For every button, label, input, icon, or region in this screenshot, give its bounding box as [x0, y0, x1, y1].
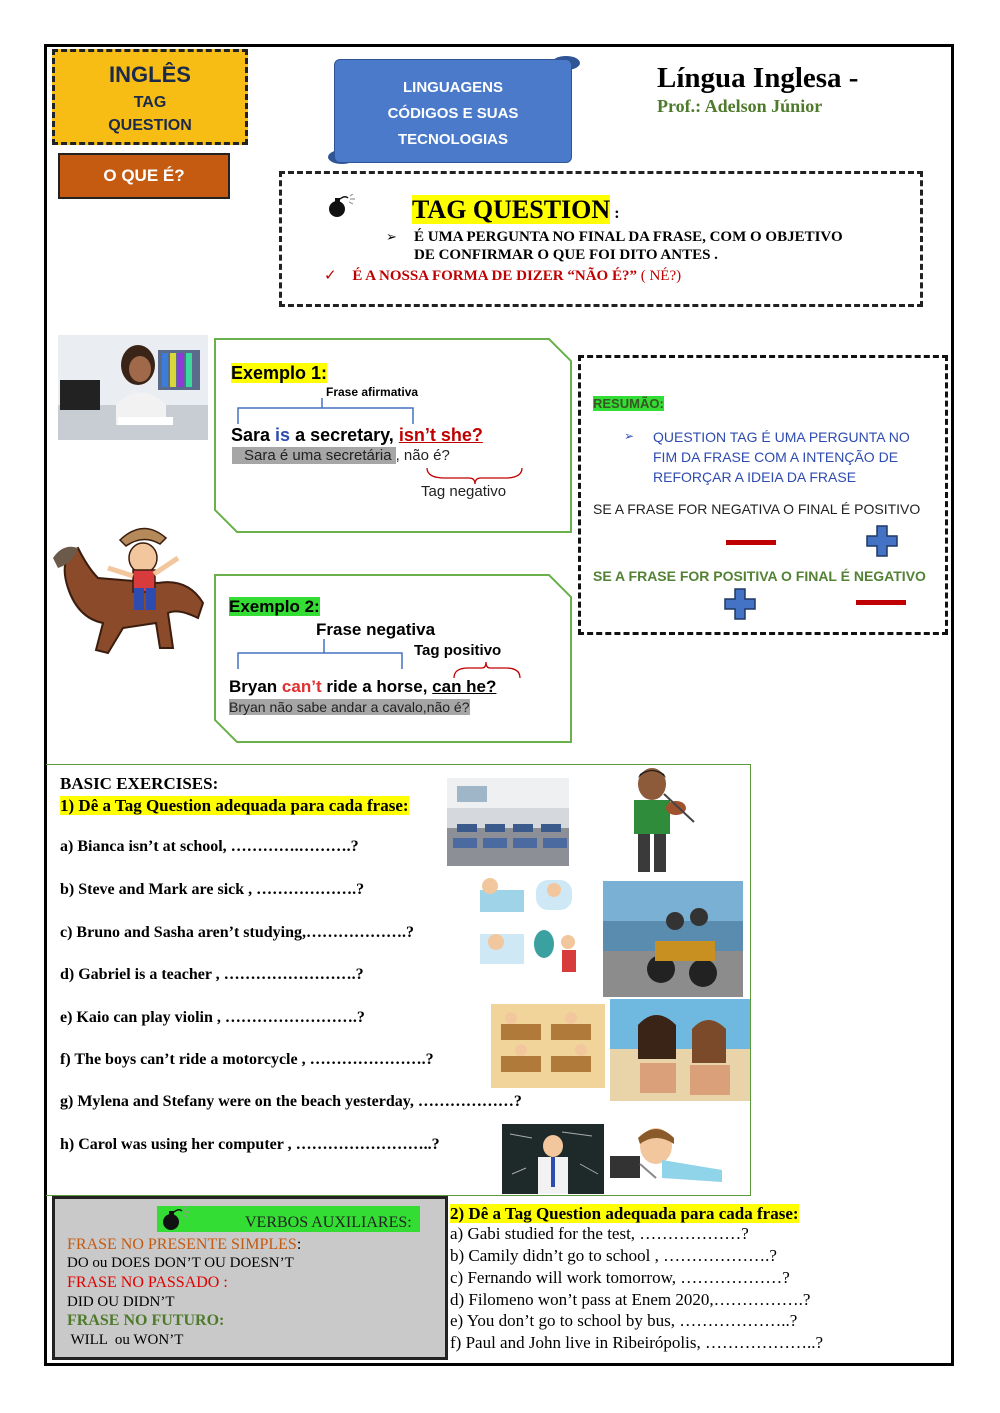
exercise-1-item-b: b) Steve and Mark are sick , ……………….? — [60, 881, 365, 898]
bracket-line — [236, 398, 416, 426]
exercise-1-title — [60, 796, 409, 816]
example-2-sentence — [229, 677, 496, 697]
exercises-heading: BASIC EXERCISES: — [60, 774, 219, 793]
tag-negativo-label: Tag negativo — [421, 483, 507, 500]
example-2-title-text: Exemplo 2: — [229, 597, 320, 616]
scroll-line-1: LINGUAGENS — [402, 79, 503, 96]
check-line — [324, 266, 681, 285]
scroll-line-3: TECNOLOGIAS — [397, 131, 508, 148]
ex2-verb: can’t — [281, 677, 322, 696]
summary-arrow-icon: ➢ — [624, 429, 635, 443]
ex2-tag: can he? — [432, 677, 497, 696]
definition-title-text: TAG QUESTION — [412, 195, 611, 224]
beach-girls-image — [610, 999, 750, 1101]
rule-negative: SE A FRASE FOR NEGATIVA O FINAL É POSITIVO — [593, 501, 921, 517]
summary-bullet: QUESTION TAG É UMA PERGUNTA NO FIM DA FRASE COM A INTENÇÃO DE REFORÇAR A IDEIA DA FRASE — [653, 429, 910, 485]
ex1-translation-hl: Sara é uma secretária — [232, 447, 396, 464]
teacher-image — [502, 1124, 604, 1194]
minus-icon — [726, 540, 776, 545]
bracket-line-2 — [236, 637, 416, 671]
office-woman-image — [58, 335, 208, 440]
cowboy-horse-image — [48, 518, 208, 658]
verbos-line-4: DID OU DIDN’T — [67, 1294, 175, 1310]
exercise-2-title — [450, 1204, 799, 1224]
exercise-1-title-text: 1) Dê a Tag Question adequada para cada frase: — [60, 796, 409, 815]
ex1-translation-rest: , não é? — [395, 447, 450, 464]
summary-title — [593, 396, 664, 411]
question-label: QUESTION — [108, 117, 192, 134]
subject-title: Língua Inglesa - — [657, 62, 859, 94]
example-1-title-text: Exemplo 1: — [231, 363, 328, 383]
classroom-image — [447, 778, 569, 866]
scroll-text — [334, 59, 572, 163]
exercise-2-item-f: f) Paul and John live in Ribeirópolis, ………………..? — [450, 1333, 824, 1352]
check-icon: ✓ — [324, 268, 337, 284]
verbos-line-3: FRASE NO PASSADO : — [67, 1274, 228, 1291]
plus-icon — [866, 525, 898, 557]
check-paren: ( NÉ?) — [636, 268, 682, 284]
ex1-tag: isn’t she? — [398, 425, 483, 445]
ex2-part-1: Bryan — [229, 677, 282, 696]
ex2-part-3: ride a horse, — [321, 677, 433, 696]
what-is-button: O QUE É? — [58, 153, 230, 199]
exercise-1-item-c: c) Bruno and Sasha aren’t studying,……………….? — [60, 924, 414, 941]
example-2-translation — [229, 699, 470, 715]
example-1-sentence — [231, 425, 483, 446]
definition-line-1: É UMA PERGUNTA NO FINAL DA FRASE, COM O OBJETIVO — [414, 229, 843, 245]
verbos-title: VERBOS AUXILIARES: — [245, 1214, 412, 1231]
exercise-2-item-d: d) Filomeno won’t pass at Enem 2020,…………….? — [450, 1290, 811, 1309]
example-2-title — [229, 597, 320, 617]
exercise-2-item-b: b) Camily didn’t go to school , ……………….? — [450, 1246, 777, 1265]
bomb-icon-2 — [160, 1207, 190, 1233]
ex2-translation-text: Bryan não sabe andar a cavalo,não é? — [229, 699, 470, 715]
verbos-line-1-text: FRASE NO PRESENTE SIMPLES — [67, 1236, 297, 1253]
verbos-line-5: FRASE NO FUTURO: — [67, 1312, 225, 1329]
exercise-1-item-g: g) Mylena and Stefany were on the beach yesterday, ………………? — [60, 1093, 522, 1110]
verbos-line-6: WILL ou WON’T — [67, 1332, 184, 1348]
plus-icon-2 — [724, 588, 756, 620]
definition-title — [412, 195, 620, 225]
example-1-title — [231, 363, 327, 384]
sick-kids-image — [476, 872, 588, 994]
exercise-1-item-f: f) The boys can’t ride a motorcycle , ………………….? — [60, 1051, 434, 1068]
example-1-translation — [232, 447, 450, 464]
exercise-1-item-d: d) Gabriel is a teacher , …………………….? — [60, 966, 364, 983]
arrow-bullet-icon: ➢ — [386, 229, 397, 244]
ex1-part-1: Sara — [231, 425, 276, 445]
ingles-label: INGLÊS — [109, 62, 191, 87]
summary-title-text: RESUMÃO: — [593, 396, 664, 411]
ex1-part-3: a secretary, — [290, 425, 399, 445]
check-text: É A NOSSA FORMA DE DIZER “NÃO É?” — [352, 268, 637, 284]
rule-positive: SE A FRASE FOR POSITIVA O FINAL É NEGATIVO — [593, 568, 926, 584]
tag-label: TAG — [133, 94, 167, 111]
scroll-line-2: CÓDIGOS E SUAS — [387, 105, 519, 122]
violin-boy-image — [606, 764, 698, 882]
school-kids-image — [491, 1004, 605, 1088]
definition-line-2: DE CONFIRMAR O QUE FOI DITO ANTES . — [414, 247, 718, 263]
negative-label: Frase negativa — [316, 620, 436, 639]
exercise-2-title-text: 2) Dê a Tag Question adequada para cada frase: — [450, 1204, 799, 1223]
exercise-2-item-c: c) Fernando will work tomorrow, ………………? — [450, 1268, 790, 1287]
exercise-2-item-e: e) You don’t go to school by bus, ………………..? — [450, 1311, 798, 1330]
exercise-2-item-a: a) Gabi studied for the test, ………………? — [450, 1224, 749, 1243]
exercise-1-item-h: h) Carol was using her computer , ……………………..? — [60, 1136, 440, 1153]
definition-text — [414, 228, 843, 264]
exercise-1-item-a: a) Bianca isn’t at school, ………….……….? — [60, 838, 359, 855]
professor-name: Prof.: Adelson Júnior — [657, 96, 823, 116]
definition-colon: : — [610, 205, 620, 222]
verbos-line-1 — [67, 1236, 301, 1254]
minus-icon-2 — [856, 600, 906, 605]
tag-positivo-label: Tag positivo — [414, 642, 502, 659]
ex1-verb: is — [275, 425, 291, 445]
bomb-icon — [326, 194, 356, 220]
computer-girl-image — [606, 1120, 728, 1196]
affirmative-label: Frase afirmativa — [326, 385, 419, 399]
area-scroll-banner — [320, 53, 586, 165]
title-badge — [52, 49, 248, 145]
verbos-line-1-colon: : — [296, 1236, 302, 1253]
verbos-line-2: DO ou DOES DON’T OU DOESN’T — [67, 1255, 294, 1271]
exercise-1-item-e: e) Kaio can play violin , …………………….? — [60, 1009, 365, 1026]
motorcycle-image — [603, 881, 743, 997]
